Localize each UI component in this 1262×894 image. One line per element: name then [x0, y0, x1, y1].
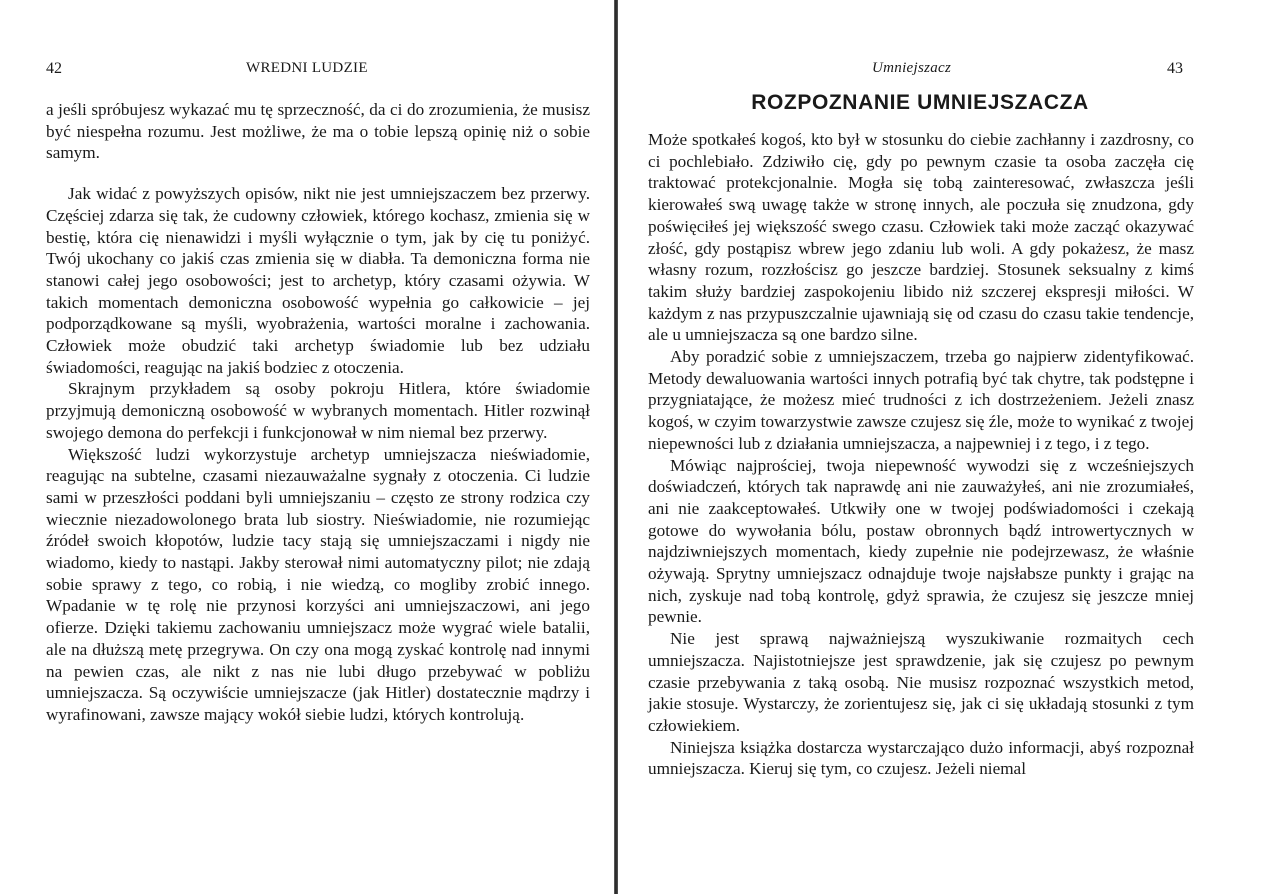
- left-text-column: [46, 99, 590, 726]
- right-running-head: Umniejszacz: [872, 60, 952, 76]
- left-paragraph-3: Skrajnym przykładem są osoby pokroju Hitlera, które świadomie przyjmują demoniczną osobowość w wybranych momentach. Hitler rozwinął swojego demona do perfekcji i funkcjonował w nim niemal bez przerwy.: [46, 379, 590, 442]
- right-page-number: 43: [1167, 60, 1183, 77]
- right-text-column: [648, 129, 1194, 780]
- left-paragraph-2: Jak widać z powyższych opisów, nikt nie jest umniejszaczem bez przerwy. Częściej zdarza się tak, że cudowny człowiek, którego kochasz, zmienia się w bestię, która cię nienawidzi i myśli wyłącznie o tym, jak by cię tu poniżyć. Twój ukochany co jakiś czas zmienia się w diabła. Ta demoniczna forma nie stanowi całej jego osobowości; jest to archetyp, który czasami ożywia. W takich momentach demoniczna osobowość wypełnia go całkowicie – jej podporządkowane są myśli, wyobrażenia, wartości moralne i zachowania. Człowiek może obudzić taki archetyp świadomie lub bez udziału świadomości, reagując na jakiś bodziec z otoczenia.: [46, 184, 590, 377]
- left-page-number: 42: [46, 60, 62, 77]
- left-running-head: WREDNI LUDZIE: [246, 60, 368, 76]
- left-paragraph-4: Większość ludzi wykorzystuje archetyp umniejszacza nieświadomie, reagując na subtelne, czasami niezauważalne sygnały z otoczenia. Ci ludzie sami w przeszłości poddani byli umniejszaniu – często ze strony rodzica czy wiecznie niezadowolonego brata lub siostry. Nieświadomie, nie rozumiejąc źródeł swoich kłopotów, ludzie tacy stają się umniejszaczami i nigdy nie wiadomo, kiedy to nastąpi. Jakby sterował nimi automatyczny pilot; nie zdają sobie sprawy z tego, co robią, i nie wiedzą, co mogliby zrobić innego. Wpadanie w tę rolę nie przynosi korzyści ani umniejszaczowi, ani jego ofierze. Dzięki takiemu zachowaniu umniejszacz może wygrać wiele batalii, ale na dłuższą metę przegrywa. On czy ona mogą zyskać kontrolę nad innymi na pewien czas, ale nikt z nas nie lubi długo przebywać w pobliżu umniejszacza. Są oczywiście umniejszacze (jak Hitler) dostatecznie mądrzy i wyrafinowani, zawsze mający wokół siebie ludzi, których kontrolują.: [46, 444, 590, 724]
- book-gutter: [614, 0, 618, 894]
- right-paragraph-5: Niniejsza książka dostarcza wystarczająco dużo informacji, abyś rozpoznał umniejszacza. Kieruj się tym, co czujesz. Jeżeli niemal: [648, 737, 1194, 779]
- right-paragraph-3: Mówiąc najprościej, twoja niepewność wywodzi się z wcześniejszych doświadczeń, których tak naprawdę ani nie zauważyłeś, ani nie zrozumiałeś, ani nie zaakceptowałeś. Utkwiły one w twojej podświadomości i czekają gotowe do wywołania bólu, postaw obronnych bądź introwertycznych w najdziwniejszych momentach, kiedy zupełnie nie podejrzewasz, że właśnie ożywają. Sprytny umniejszacz odnajduje twoje najsłabsze punkty i grając na nich, zyskuje nad tobą kontrolę, gdyż sprawia, że czujesz się jeszcze mniej pewnie.: [648, 455, 1194, 627]
- left-paragraph-1: a jeśli spróbujesz wykazać mu tę sprzeczność, da ci do zrozumienia, że musisz być niespełna rozumu. Jest możliwe, że ma o tobie lepszą opinię niż o sobie samym.: [46, 100, 590, 163]
- right-paragraph-1: Może spotkałeś kogoś, kto był w stosunku do ciebie zachłanny i zazdrosny, co ci pochlebiało. Zdziwiło cię, gdy po pewnym czasie ta osoba zaczęła cię traktować protekcjonalnie. Mogła się tobą zainteresować, zwłaszcza jeśli kierowałeś swą uwagę także w stronę innych, ale poczuła się znudzona, gdy poświęciłeś jej większość swego czasu. Człowiek taki może zacząć okazywać złość, gdy postąpisz wbrew jego zdaniu lub woli. A gdy pokażesz, że masz własny rozum, rozzłościsz go jeszcze bardziej. Stosunek seksualny z kimś takim służy bardziej zaspokojeniu libido niż szczerej ekspresji miłości. W każdym z nas przypuszczalnie ujawniają się od czasu do czasu takie tendencje, ale u umniejszacza są one bardzo silne.: [648, 130, 1194, 345]
- right-paragraph-4: Nie jest sprawą najważniejszą wyszukiwanie rozmaitych cech umniejszacza. Najistotniejsze jest sprawdzenie, jak się czujesz po pewnym czasie przebywania z taką osobą. Nie musisz rozpoznać wszystkich metod, jakie stosuje. Wystarczy, że zorientujesz się, jak ci się układają stosunki z tym człowiekiem.: [648, 629, 1194, 735]
- chapter-heading: ROZPOZNANIE UMNIEJSZACZA: [751, 91, 1089, 114]
- right-paragraph-2: Aby poradzić sobie z umniejszaczem, trzeba go najpierw zidentyfikować. Metody dewaluowania wartości innych potrafią być tak chytre, tak podstępne i przygniatające, że możesz mieć trudności z ich dostrzeżeniem. Jeżeli znasz kogoś, w czyim towarzystwie zawsze czujesz się źle, może to wynikać z twojej niepewności lub z działania umniejszacza, a najpewniej i z tego, i z tego.: [648, 347, 1194, 453]
